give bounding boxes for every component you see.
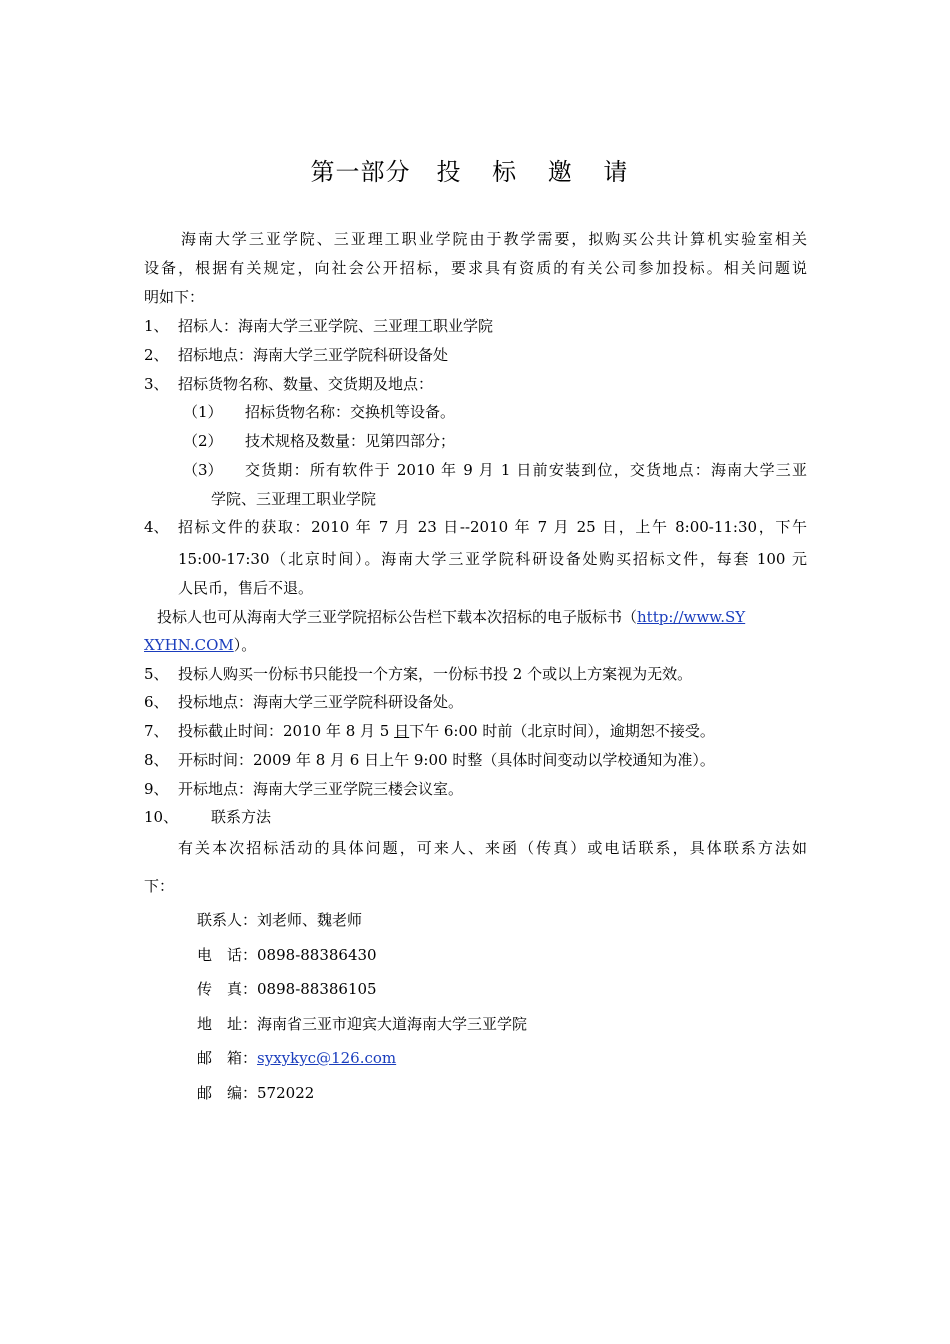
item-number: 1、 (144, 317, 169, 335)
list-item-3: 3、 (144, 375, 169, 393)
list-item-10: 10、 (144, 808, 179, 826)
sub-item-1-text: 招标货物名称：交换机等设备。 (245, 403, 456, 421)
list-item-1 (144, 316, 169, 336)
list-item-9-text: 开标地点：海南大学三亚学院三楼会议室。 (178, 780, 464, 798)
contact-fax (197, 979, 377, 999)
sub-item-2-number: （2） (183, 432, 223, 450)
contact-email (197, 1048, 396, 1068)
list-item-4-continuation-2: 人民币，售后不退。 (178, 579, 314, 597)
list-item-7: 7、 (144, 722, 169, 740)
contact-intro-line-2: 下： (144, 877, 175, 895)
contact-address (197, 1014, 527, 1034)
sub-item-2-text: 技术规格及数量：见第四部分； (245, 432, 456, 450)
list-item-3-text: 招标货物名称、数量、交货期及地点： (178, 375, 434, 393)
website-link-continuation[interactable]: XYHN.COM (144, 636, 234, 654)
intro-line-2: 设备，根据有关规定，向社会公开招标，要求具有资质的有关公司参加投标。相关问题说 (144, 259, 807, 277)
list-item-2: 2、 (144, 346, 169, 364)
list-item-8: 8、 (144, 751, 169, 769)
contact-email-label: 邮 箱： (197, 1049, 258, 1067)
contact-postcode (197, 1083, 314, 1103)
list-item-4: 4、 (144, 518, 169, 536)
list-item-6-text: 投标地点：海南大学三亚学院科研设备处。 (178, 693, 464, 711)
download-note-continuation (144, 635, 256, 655)
list-item-4-continuation-1: 15:00-17:30（北京时间）。海南大学三亚学院科研设备处购买招标文件，每套 100 元 (178, 550, 807, 568)
deadline-day: 日 (394, 722, 410, 740)
deadline-text: 投标截止时间：2010 年 8 月 5 (178, 722, 395, 740)
intro-line-3: 明如下： (144, 288, 205, 306)
intro-line-1: 海南大学三亚学院、三亚理工职业学院由于教学需要，拟购买公共计算机实验室相关 (181, 230, 807, 248)
contact-phone (197, 945, 377, 965)
contact-person (197, 910, 362, 930)
website-link[interactable]: http://www.SY (637, 608, 746, 626)
list-item-8-text: 开标时间：2009 年 8 月 6 日上午 9:00 时整（具体时间变动以学校通知为准）。 (178, 751, 715, 769)
contact-address-label: 地 址： (197, 1015, 258, 1033)
download-note-text: 投标人也可从海南大学三亚学院招标公告栏下载本次招标的电子版标书（ (157, 608, 638, 626)
download-note (157, 607, 745, 627)
download-note-end: ）。 (233, 636, 257, 654)
list-item-10-text: 联系方法 (211, 808, 272, 826)
contact-address-value: 海南省三亚市迎宾大道海南大学三亚学院 (257, 1015, 528, 1033)
sub-item-3-number: （3） (183, 461, 223, 479)
contact-person-value: 刘老师、魏老师 (257, 911, 363, 929)
contact-postcode-label: 邮 编： (197, 1084, 258, 1102)
email-link[interactable]: syxykyc@126.com (257, 1049, 397, 1067)
list-item-5: 5、 (144, 665, 169, 683)
sub-item-3-text: 交货期：所有软件于 2010 年 9 月 1 日前安装到位，交货地点：海南大学三亚 (245, 461, 807, 479)
contact-fax-label: 传 真： (197, 980, 258, 998)
title-heading: 投 标 邀 请 (436, 158, 640, 186)
contact-phone-label: 电 话： (197, 946, 258, 964)
list-item-4-text: 招标文件的获取：2010 年 7 月 23 日--2010 年 7 月 25 日，上午 8:00-11:30，下午 (178, 518, 807, 536)
list-item-1-text: 招标人：海南大学三亚学院、三亚理工职业学院 (178, 317, 494, 335)
contact-postcode-value: 572022 (257, 1084, 315, 1102)
list-item-9: 9、 (144, 780, 169, 798)
page-title (0, 152, 950, 187)
sub-item-1-number: （1） (183, 403, 223, 421)
contact-fax-value: 0898-88386105 (257, 980, 377, 998)
contact-intro-line-1: 有关本次招标活动的具体问题，可来人、来函（传真）或电话联系，具体联系方法如 (178, 839, 807, 857)
deadline-time: 下午 6:00 时前（北京时间），逾期恕不接受。 (409, 722, 715, 740)
contact-person-label: 联系人： (197, 911, 258, 929)
list-item-7-text (178, 721, 715, 741)
title-part: 第一部分 (310, 158, 411, 186)
contact-phone-value: 0898-88386430 (257, 946, 377, 964)
list-item-2-text: 招标地点：海南大学三亚学院科研设备处 (178, 346, 449, 364)
sub-item-3-continuation: 学院、三亚理工职业学院 (211, 490, 377, 508)
list-item-5-text: 投标人购买一份标书只能投一个方案，一份标书投 2 个或以上方案视为无效。 (178, 665, 693, 683)
list-item-6: 6、 (144, 693, 169, 711)
